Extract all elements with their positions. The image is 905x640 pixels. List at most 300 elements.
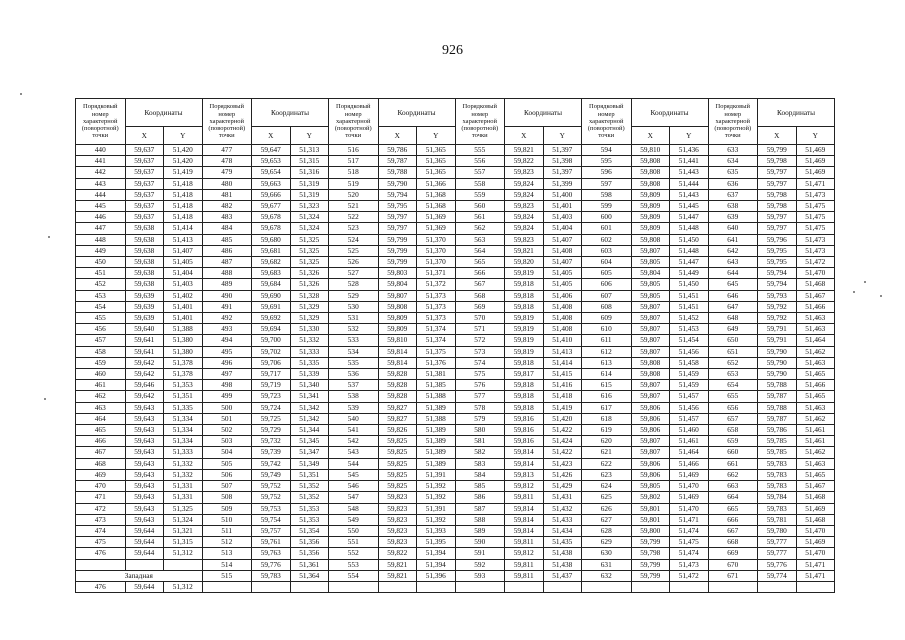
table-row — [76, 346, 835, 357]
point-number-cell: 518 — [329, 167, 379, 178]
y-cell: 51,422 — [543, 425, 582, 436]
x-cell: 59,812 — [505, 548, 544, 559]
x-cell: 59,797 — [758, 212, 797, 223]
point-number-cell: 472 — [76, 503, 126, 514]
x-cell: 59,814 — [505, 514, 544, 525]
y-cell: 51,368 — [417, 189, 456, 200]
point-number-cell: 555 — [455, 145, 505, 156]
y-cell: 51,373 — [417, 313, 456, 324]
x-cell: 59,800 — [631, 525, 670, 536]
x-cell: 59,818 — [505, 279, 544, 290]
y-cell: 51,468 — [796, 492, 835, 503]
point-number-cell: 586 — [455, 492, 505, 503]
x-cell: 59,807 — [631, 313, 670, 324]
point-number-cell: 531 — [329, 313, 379, 324]
x-cell: 59,799 — [631, 559, 670, 570]
table-row — [76, 313, 835, 324]
point-number-cell: 642 — [708, 245, 758, 256]
y-cell: 51,413 — [164, 234, 203, 245]
x-cell: 59,809 — [631, 223, 670, 234]
point-number-cell: 447 — [76, 223, 126, 234]
x-header: X — [378, 127, 417, 145]
y-cell: 51,407 — [164, 245, 203, 256]
x-cell: 59,822 — [378, 548, 417, 559]
x-cell: 59,790 — [378, 178, 417, 189]
x-cell: 59,811 — [505, 537, 544, 548]
point-number-cell: 442 — [76, 167, 126, 178]
x-cell: 59,812 — [505, 481, 544, 492]
y-cell: 51,364 — [290, 570, 329, 581]
x-cell: 59,795 — [378, 201, 417, 212]
x-cell: 59,808 — [631, 178, 670, 189]
y-cell: 51,394 — [417, 548, 456, 559]
point-number-cell: 474 — [76, 525, 126, 536]
y-cell: 51,334 — [164, 436, 203, 447]
y-cell: 51,465 — [796, 369, 835, 380]
x-cell: 59,808 — [631, 234, 670, 245]
point-number-cell: 482 — [202, 201, 252, 212]
x-cell: 59,808 — [631, 167, 670, 178]
point-number-cell: 605 — [582, 268, 632, 279]
y-cell: 51,397 — [543, 145, 582, 156]
x-header: X — [252, 127, 291, 145]
point-number-cell: 533 — [329, 335, 379, 346]
x-cell: 59,794 — [378, 189, 417, 200]
x-cell: 59,825 — [378, 458, 417, 469]
y-cell: 51,392 — [417, 492, 456, 503]
y-cell: 51,394 — [417, 559, 456, 570]
y-cell: 51,459 — [670, 380, 709, 391]
table-row — [76, 268, 835, 279]
table-row — [76, 492, 835, 503]
y-cell: 51,333 — [290, 346, 329, 357]
y-cell: 51,398 — [543, 156, 582, 167]
y-cell: 51,380 — [164, 346, 203, 357]
point-number-cell: 450 — [76, 257, 126, 268]
point-number-cell: 547 — [329, 492, 379, 503]
y-cell: 51,315 — [164, 537, 203, 548]
table-row — [76, 413, 835, 424]
y-cell: 51,414 — [164, 223, 203, 234]
table-row — [76, 145, 835, 156]
x-cell: 59,806 — [631, 469, 670, 480]
table-row — [76, 503, 835, 514]
y-cell: 51,426 — [543, 469, 582, 480]
point-number-cell: 470 — [76, 481, 126, 492]
x-cell: 59,717 — [252, 369, 291, 380]
point-number-cell: 561 — [455, 212, 505, 223]
x-cell: 59,814 — [378, 357, 417, 368]
y-cell: 51,373 — [417, 290, 456, 301]
point-number-cell: 539 — [329, 402, 379, 413]
x-cell: 59,807 — [631, 380, 670, 391]
point-number-cell: 540 — [329, 413, 379, 424]
x-cell: 59,643 — [125, 503, 164, 514]
x-cell: 59,638 — [125, 257, 164, 268]
y-cell: 51,449 — [670, 268, 709, 279]
x-cell: 59,777 — [758, 548, 797, 559]
x-cell: 59,820 — [505, 257, 544, 268]
y-header: Y — [417, 127, 456, 145]
table-row — [76, 581, 835, 592]
x-cell: 59,805 — [631, 481, 670, 492]
x-cell: 59,788 — [378, 167, 417, 178]
y-cell: 51,388 — [417, 391, 456, 402]
x-cell: 59,821 — [505, 245, 544, 256]
x-cell: 59,821 — [378, 559, 417, 570]
point-number-cell: 645 — [708, 279, 758, 290]
y-cell: 51,443 — [670, 167, 709, 178]
point-number-cell: 488 — [202, 268, 252, 279]
y-cell: 51,332 — [290, 335, 329, 346]
point-number-cell: 502 — [202, 425, 252, 436]
x-cell: 59,783 — [758, 503, 797, 514]
y-cell: 51,361 — [290, 559, 329, 570]
x-cell: 59,683 — [252, 268, 291, 279]
x-cell: 59,723 — [252, 391, 291, 402]
x-cell: 59,644 — [125, 581, 164, 592]
y-cell: 51,468 — [796, 514, 835, 525]
y-cell: 51,325 — [290, 257, 329, 268]
point-number-cell: 634 — [708, 156, 758, 167]
y-cell: 51,461 — [796, 425, 835, 436]
x-cell: 59,644 — [125, 525, 164, 536]
y-cell: 51,456 — [670, 346, 709, 357]
point-number-cell: 626 — [582, 503, 632, 514]
point-number-cell: 602 — [582, 234, 632, 245]
x-cell: 59,692 — [252, 313, 291, 324]
point-number-cell: 494 — [202, 335, 252, 346]
x-cell: 59,819 — [505, 324, 544, 335]
point-number-cell: 646 — [708, 290, 758, 301]
x-cell: 59,807 — [631, 436, 670, 447]
point-number-cell: 454 — [76, 301, 126, 312]
y-cell: 51,458 — [670, 357, 709, 368]
point-number-cell: 446 — [76, 212, 126, 223]
point-number-cell: 557 — [455, 167, 505, 178]
point-number-cell: 580 — [455, 425, 505, 436]
y-cell: 51,475 — [796, 223, 835, 234]
table-row — [76, 391, 835, 402]
x-cell: 59,640 — [125, 324, 164, 335]
point-number-cell: 633 — [708, 145, 758, 156]
x-cell: 59,691 — [252, 301, 291, 312]
y-cell: 51,405 — [543, 268, 582, 279]
point-number-cell: 609 — [582, 313, 632, 324]
table-row — [76, 201, 835, 212]
y-cell: 51,403 — [543, 212, 582, 223]
table-row — [76, 279, 835, 290]
y-header: Y — [670, 127, 709, 145]
point-number-cell: 577 — [455, 391, 505, 402]
x-cell: 59,790 — [758, 369, 797, 380]
y-cell: 51,332 — [164, 469, 203, 480]
y-cell: 51,380 — [164, 335, 203, 346]
x-cell: 59,776 — [758, 559, 797, 570]
point-number-cell: 541 — [329, 425, 379, 436]
x-cell: 59,796 — [758, 234, 797, 245]
y-cell: 51,441 — [670, 156, 709, 167]
y-cell: 51,422 — [543, 447, 582, 458]
y-cell: 51,413 — [543, 346, 582, 357]
y-cell: 51,389 — [417, 447, 456, 458]
table-row — [76, 514, 835, 525]
y-cell: 51,404 — [543, 223, 582, 234]
x-cell: 59,799 — [378, 245, 417, 256]
y-cell: 51,470 — [796, 525, 835, 536]
table-row — [76, 481, 835, 492]
point-number-cell: 663 — [708, 481, 758, 492]
x-cell: 59,643 — [125, 469, 164, 480]
point-number-cell: 656 — [708, 402, 758, 413]
y-cell: 51,470 — [670, 503, 709, 514]
point-number-cell: 578 — [455, 402, 505, 413]
point-number-cell: 549 — [329, 514, 379, 525]
x-cell: 59,799 — [378, 234, 417, 245]
x-cell: 59,654 — [252, 167, 291, 178]
y-cell: 51,319 — [290, 178, 329, 189]
point-number-cell: 513 — [202, 548, 252, 559]
y-cell: 51,331 — [164, 481, 203, 492]
point-number-cell: 563 — [455, 234, 505, 245]
point-number-cell: 508 — [202, 492, 252, 503]
point-number-cell: 576 — [455, 380, 505, 391]
point-number-cell: 536 — [329, 369, 379, 380]
point-number-cell: 543 — [329, 447, 379, 458]
x-cell: 59,638 — [125, 245, 164, 256]
x-cell: 59,807 — [631, 335, 670, 346]
y-cell: 51,408 — [543, 324, 582, 335]
point-number-cell: 597 — [582, 178, 632, 189]
y-cell: 51,471 — [670, 514, 709, 525]
y-cell: 51,408 — [543, 313, 582, 324]
y-cell: 51,334 — [164, 413, 203, 424]
y-cell: 51,467 — [796, 290, 835, 301]
x-cell: 59,823 — [505, 201, 544, 212]
point-number-cell: 505 — [202, 458, 252, 469]
x-cell: 59,677 — [252, 201, 291, 212]
x-cell: 59,819 — [505, 335, 544, 346]
x-cell: 59,749 — [252, 469, 291, 480]
y-cell: 51,325 — [164, 503, 203, 514]
empty-cell — [505, 581, 544, 592]
y-cell: 51,392 — [417, 481, 456, 492]
y-cell: 51,451 — [670, 301, 709, 312]
x-cell: 59,798 — [758, 201, 797, 212]
x-cell: 59,809 — [631, 189, 670, 200]
y-cell: 51,418 — [164, 178, 203, 189]
x-cell: 59,811 — [505, 492, 544, 503]
x-cell: 59,797 — [758, 178, 797, 189]
x-cell: 59,827 — [378, 402, 417, 413]
x-cell: 59,646 — [125, 380, 164, 391]
x-cell: 59,804 — [378, 279, 417, 290]
point-number-cell: 550 — [329, 525, 379, 536]
y-cell: 51,391 — [417, 503, 456, 514]
y-cell: 51,313 — [290, 145, 329, 156]
y-cell: 51,470 — [796, 268, 835, 279]
x-cell: 59,682 — [252, 257, 291, 268]
x-cell: 59,823 — [505, 167, 544, 178]
table-row — [76, 537, 835, 548]
table-row — [76, 570, 835, 581]
x-cell: 59,814 — [505, 525, 544, 536]
y-cell: 51,450 — [670, 234, 709, 245]
x-cell: 59,785 — [758, 436, 797, 447]
y-cell: 51,463 — [796, 458, 835, 469]
x-cell: 59,807 — [631, 346, 670, 357]
y-cell: 51,415 — [543, 369, 582, 380]
point-number-cell: 606 — [582, 279, 632, 290]
coordinates-header: Координаты — [378, 99, 455, 127]
y-cell: 51,401 — [164, 313, 203, 324]
y-cell: 51,321 — [164, 525, 203, 536]
point-number-cell: 572 — [455, 335, 505, 346]
x-cell: 59,806 — [631, 402, 670, 413]
x-cell: 59,742 — [252, 458, 291, 469]
y-cell: 51,454 — [670, 335, 709, 346]
point-number-cell: 573 — [455, 346, 505, 357]
x-cell: 59,816 — [505, 413, 544, 424]
y-cell: 51,418 — [164, 201, 203, 212]
y-cell: 51,414 — [543, 357, 582, 368]
point-number-cell: 460 — [76, 369, 126, 380]
y-cell: 51,345 — [290, 436, 329, 447]
point-number-cell: 556 — [455, 156, 505, 167]
y-cell: 51,448 — [670, 245, 709, 256]
point-number-header: Порядковый номер характерной (поворотной) точки — [708, 99, 758, 145]
point-number-cell: 619 — [582, 425, 632, 436]
point-number-cell: 514 — [202, 559, 252, 570]
x-cell: 59,798 — [758, 189, 797, 200]
empty-cell — [758, 581, 797, 592]
point-number-cell: 528 — [329, 279, 379, 290]
x-cell: 59,725 — [252, 413, 291, 424]
x-cell: 59,807 — [631, 447, 670, 458]
point-number-cell: 630 — [582, 548, 632, 559]
x-cell: 59,729 — [252, 425, 291, 436]
y-cell: 51,406 — [543, 290, 582, 301]
y-cell: 51,438 — [543, 548, 582, 559]
x-cell: 59,792 — [758, 301, 797, 312]
x-cell: 59,805 — [631, 257, 670, 268]
point-number-cell: 653 — [708, 369, 758, 380]
x-cell: 59,823 — [378, 537, 417, 548]
point-number-cell: 475 — [76, 537, 126, 548]
y-cell: 51,331 — [164, 492, 203, 503]
point-number-cell: 495 — [202, 346, 252, 357]
x-cell: 59,666 — [252, 189, 291, 200]
table-row — [76, 301, 835, 312]
x-cell: 59,824 — [505, 223, 544, 234]
point-number-cell: 510 — [202, 514, 252, 525]
coordinates-header: Координаты — [252, 99, 329, 127]
y-cell: 51,388 — [417, 413, 456, 424]
point-number-cell: 637 — [708, 189, 758, 200]
x-cell: 59,806 — [631, 425, 670, 436]
x-cell: 59,795 — [758, 257, 797, 268]
y-cell: 51,400 — [543, 189, 582, 200]
x-cell: 59,643 — [125, 514, 164, 525]
y-cell: 51,433 — [543, 514, 582, 525]
y-cell: 51,419 — [543, 402, 582, 413]
empty-cell — [631, 581, 670, 592]
coordinates-table — [75, 98, 835, 593]
y-cell: 51,326 — [290, 268, 329, 279]
x-cell: 59,807 — [631, 324, 670, 335]
x-cell: 59,821 — [505, 145, 544, 156]
x-cell: 59,678 — [252, 223, 291, 234]
point-number-cell: 526 — [329, 257, 379, 268]
point-number-cell: 667 — [708, 525, 758, 536]
point-number-cell: 616 — [582, 391, 632, 402]
x-cell: 59,828 — [378, 369, 417, 380]
x-cell: 59,817 — [505, 369, 544, 380]
y-cell: 51,353 — [290, 503, 329, 514]
point-number-cell: 594 — [582, 145, 632, 156]
point-number-cell: 655 — [708, 391, 758, 402]
point-number-cell: 620 — [582, 436, 632, 447]
point-number-cell: 607 — [582, 290, 632, 301]
point-number-cell: 519 — [329, 178, 379, 189]
point-number-cell: 632 — [582, 570, 632, 581]
y-cell: 51,436 — [670, 145, 709, 156]
y-cell: 51,435 — [543, 537, 582, 548]
y-cell: 51,315 — [290, 156, 329, 167]
x-cell: 59,819 — [505, 268, 544, 279]
table-row — [76, 156, 835, 167]
y-cell: 51,389 — [417, 402, 456, 413]
point-number-cell: 497 — [202, 369, 252, 380]
point-number-cell: 649 — [708, 324, 758, 335]
point-number-cell: 614 — [582, 369, 632, 380]
x-header: X — [631, 127, 670, 145]
y-cell: 51,332 — [164, 458, 203, 469]
point-number-cell: 588 — [455, 514, 505, 525]
x-cell: 59,797 — [758, 223, 797, 234]
y-cell: 51,429 — [543, 481, 582, 492]
empty-cell — [76, 559, 126, 570]
y-cell: 51,391 — [417, 469, 456, 480]
x-cell: 59,787 — [758, 391, 797, 402]
x-cell: 59,799 — [758, 145, 797, 156]
point-number-cell: 441 — [76, 156, 126, 167]
y-cell: 51,388 — [164, 324, 203, 335]
point-number-cell: 617 — [582, 402, 632, 413]
x-cell: 59,809 — [631, 212, 670, 223]
x-cell: 59,763 — [252, 548, 291, 559]
y-cell: 51,312 — [164, 581, 203, 592]
empty-cell — [670, 581, 709, 592]
x-cell: 59,785 — [758, 447, 797, 458]
point-number-cell: 651 — [708, 346, 758, 357]
x-cell: 59,783 — [758, 469, 797, 480]
point-number-cell: 466 — [76, 436, 126, 447]
point-number-cell: 545 — [329, 469, 379, 480]
y-cell: 51,471 — [796, 570, 835, 581]
y-cell: 51,461 — [796, 436, 835, 447]
point-number-cell: 638 — [708, 201, 758, 212]
y-cell: 51,378 — [164, 369, 203, 380]
x-cell: 59,786 — [378, 145, 417, 156]
y-cell: 51,470 — [670, 481, 709, 492]
point-number-cell: 560 — [455, 201, 505, 212]
point-number-cell: 499 — [202, 391, 252, 402]
point-number-cell: 504 — [202, 447, 252, 458]
y-cell: 51,468 — [796, 279, 835, 290]
y-cell: 51,407 — [543, 257, 582, 268]
y-header: Y — [290, 127, 329, 145]
